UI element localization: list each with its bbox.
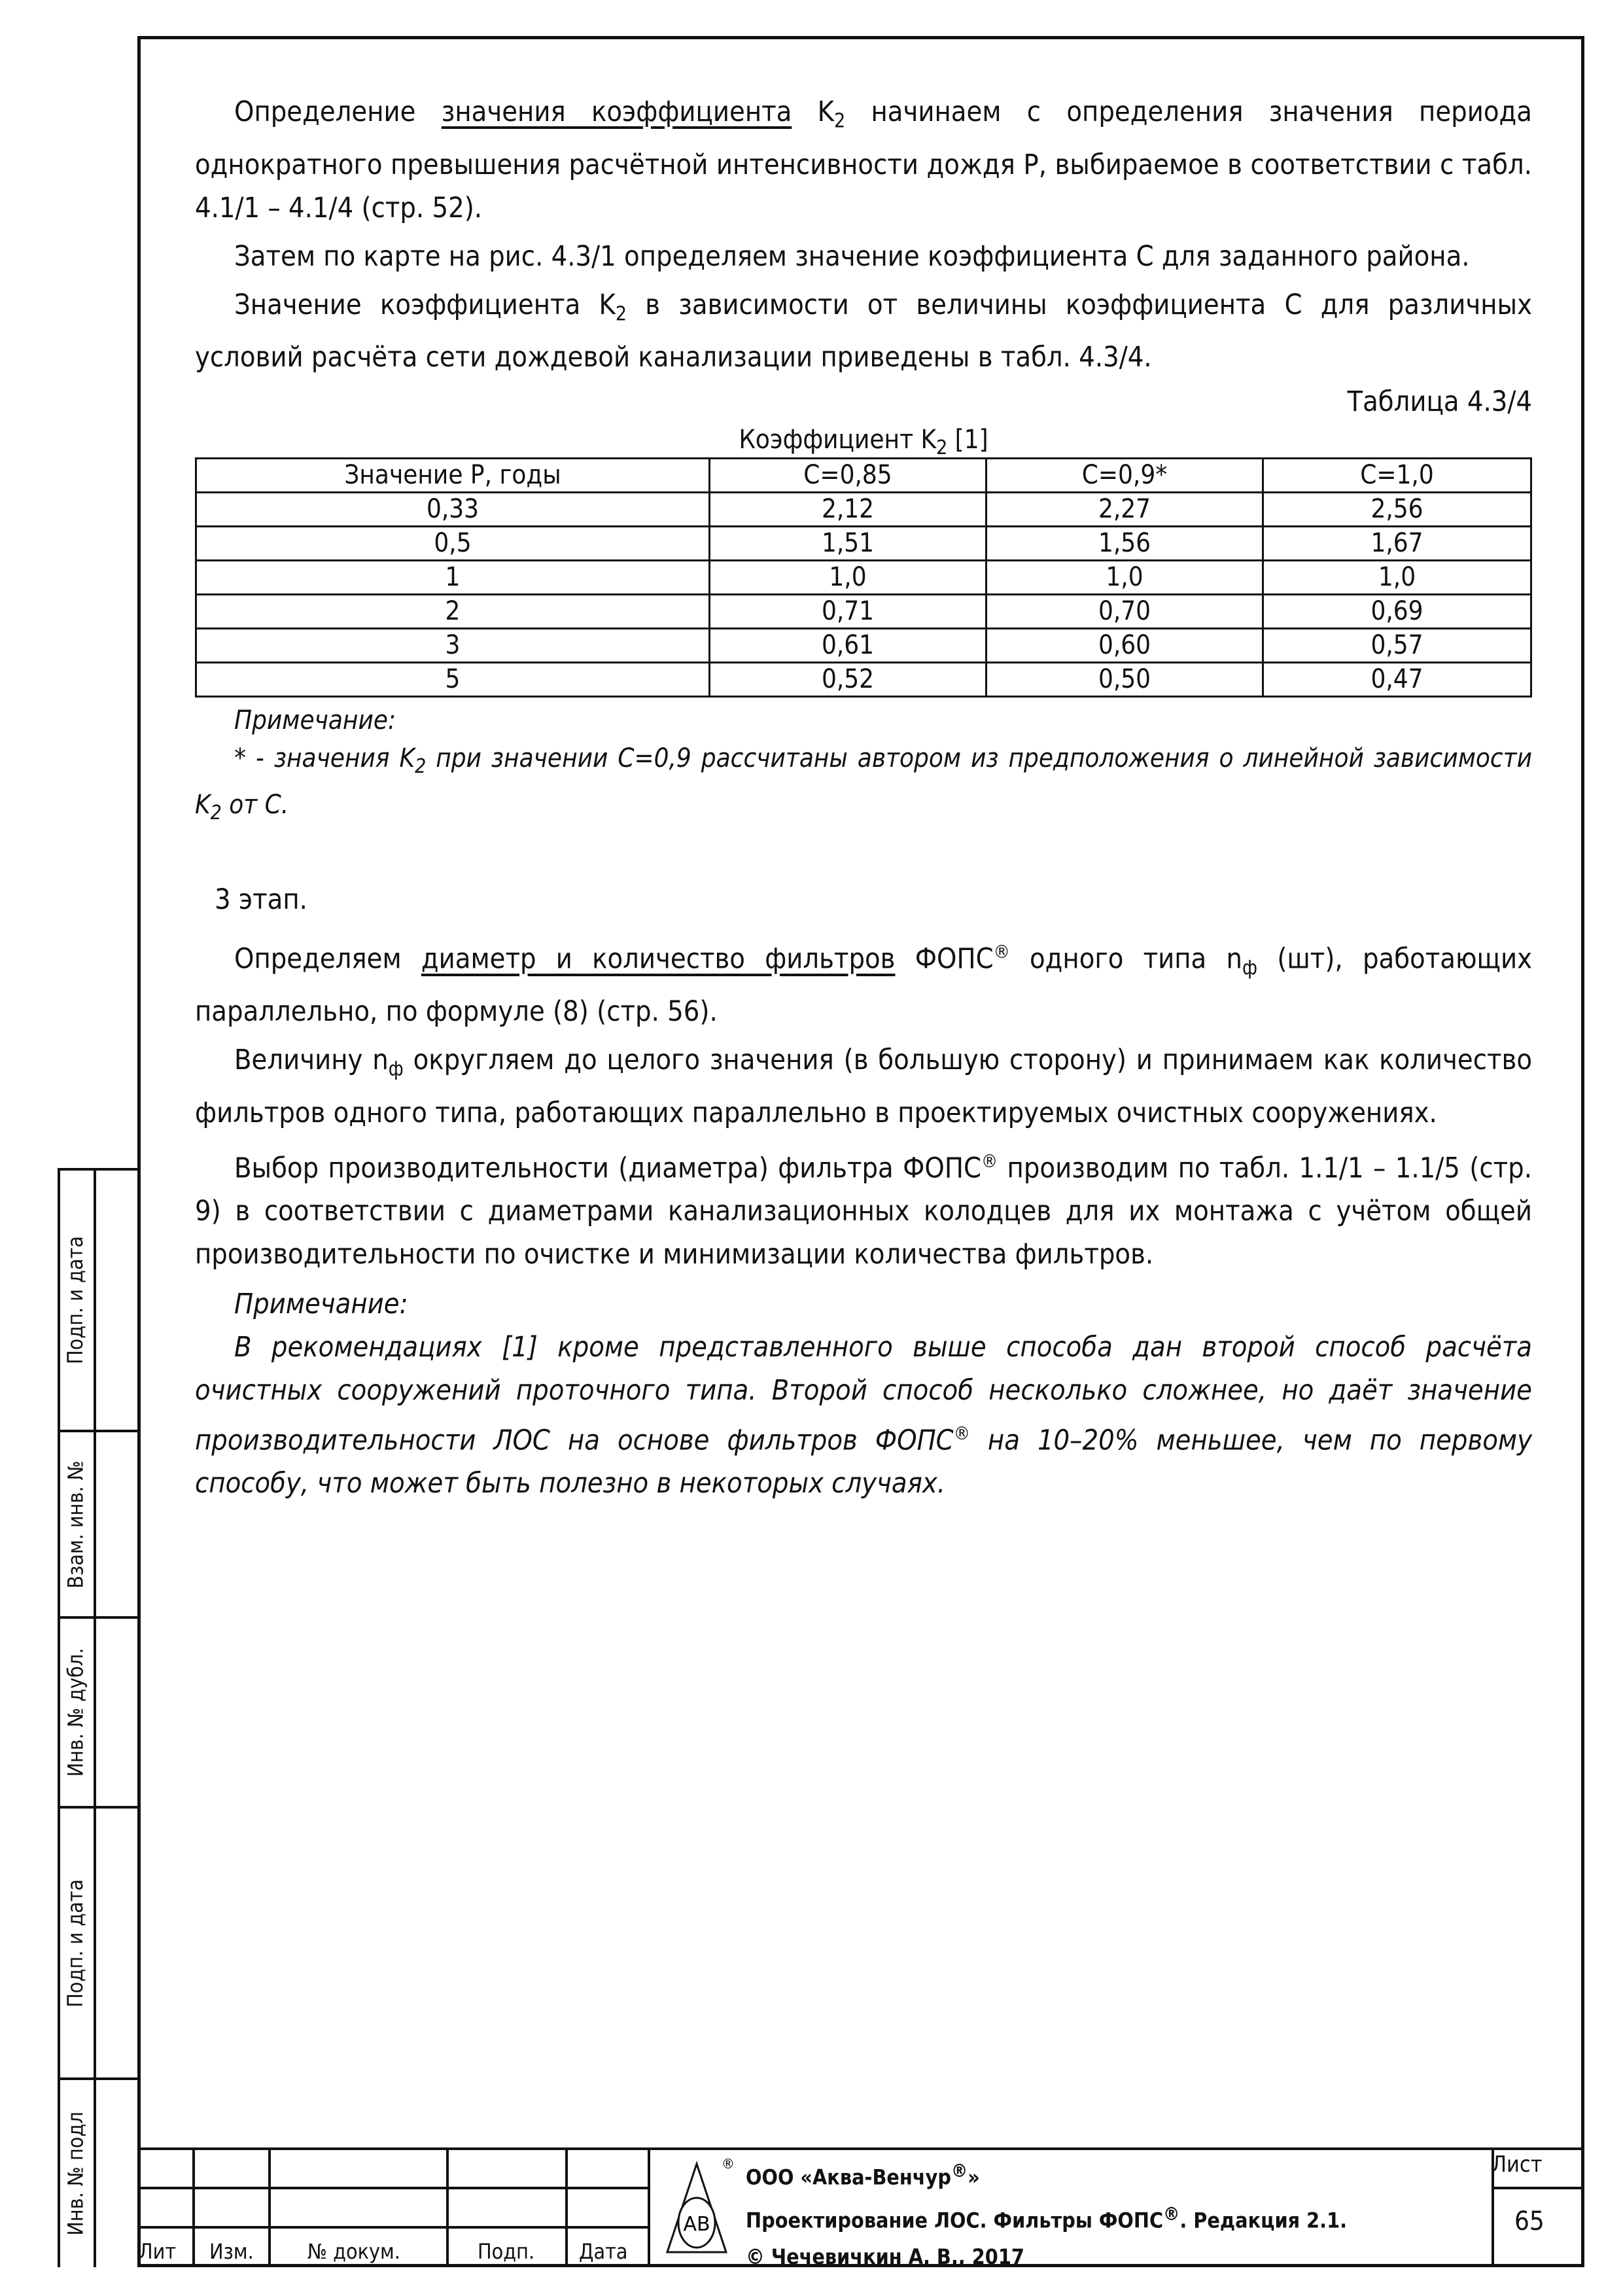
table-header-cell: Значение P, годы [196, 459, 710, 493]
table-row [196, 561, 1531, 595]
col-lit: Лит [139, 2239, 177, 2264]
table-cell: 0,69 [1263, 595, 1531, 629]
paragraph-k2-table-ref: Значение коэффициента $K_2$ в зависимости от величины коэффициента C для различных условий расчёта сети дождевой канализации приведены в табл. 4.3/4. [195, 288, 1532, 374]
table-row [196, 595, 1531, 629]
col-doc: № докум. [307, 2239, 400, 2264]
sheet-number: 65 [1514, 2206, 1544, 2236]
table-cell: 0,47 [1263, 663, 1531, 697]
stage-3-heading: 3 этап. [215, 883, 307, 917]
table-cell: 1,0 [1263, 561, 1531, 595]
paragraph-filter-count: Определяем диаметр и количество фильтров ФОПС® одного типа $n_ф$ (шт), работающих параллельно, по формуле (8) (стр. 56). [195, 941, 1532, 1029]
paragraph-rounding: Величину $n_ф$ округляем до целого значения (в большую сторону) и принимаем как количество фильтров одного типа, работающих параллельно в проектируемых очистных сооружениях. [195, 1044, 1532, 1129]
table-cell: 1 [196, 561, 710, 595]
table-cell: 0,52 [710, 663, 986, 697]
binding-cell: Взам. инв. № [63, 1460, 88, 1589]
table-cell: 0,60 [986, 629, 1263, 663]
table-cell: 1,0 [710, 561, 986, 595]
paragraph-filter-choice: Выбор производительности (диаметра) фильтра ФОПС® производим по табл. 1.1/1 – 1.1/5 (стр. 9) в соответствии с диаметрами канализационных колодцев для их монтажа с учётом общей производительности по очистке и минимизации количества фильтров. [195, 1150, 1532, 1271]
table-cell: 2,56 [1263, 493, 1531, 527]
table-cell: 2,12 [710, 493, 986, 527]
table-cell: 0,33 [196, 493, 710, 527]
table-row [196, 527, 1531, 561]
table-cell: 1,67 [1263, 527, 1531, 561]
table-row [196, 629, 1531, 663]
table-header-cell: C=0,9* [986, 459, 1263, 493]
paragraph-map: Затем по карте на рис. 4.3/1 определяем значение коэффициента C для заданного района. [234, 239, 1470, 273]
binding-cell: Подп. и дата [63, 1235, 88, 1365]
sheet-label: Лист [1492, 2151, 1543, 2178]
table-cell: 0,71 [710, 595, 986, 629]
binding-cell: Инв. № подл [63, 2111, 88, 2236]
col-date: Дата [579, 2239, 628, 2264]
svg-text:АВ: АВ [683, 2213, 710, 2236]
coefficient-table [195, 457, 1532, 698]
stage-3-note-title: Примечание: [234, 1288, 408, 1321]
binding-strip [58, 1168, 137, 2267]
table-caption: Таблица 4.3/4 [1347, 385, 1532, 419]
table-note-title: Примечание: [234, 705, 396, 736]
paragraph-k2-intro: Определение значения коэффициента $K_2$ начинаем с определения значения периода однократного превышения расчётной интенсивности дождя P, выбираемое в соответствии с табл. 4.1/1 – 4.1/4 (стр. 52). [195, 96, 1532, 224]
table-cell: 0,57 [1263, 629, 1531, 663]
svg-text:®: ® [722, 2156, 735, 2172]
table-header-row [196, 459, 1531, 493]
table-cell: 1,51 [710, 527, 986, 561]
table-cell: 3 [196, 629, 710, 663]
table-cell: 2,27 [986, 493, 1263, 527]
table-cell: 1,56 [986, 527, 1263, 561]
table-note [195, 701, 1532, 832]
page-content [195, 90, 1532, 1510]
table-note-text: * - значения $K_2$ при значении C=0,9 рассчитаны автором из предположения о линейной зависимости $K_2$ от C. [195, 743, 1533, 825]
company-logo [661, 2154, 733, 2262]
title-block [137, 2147, 1584, 2270]
company-info: ООО «Аква-Венчур®» Проектирование ЛОС. Фильтры ФОПС®. Редакция 2.1. © Чечевичкин А. В., 2017 [746, 2160, 1348, 2270]
table-cell: 0,61 [710, 629, 986, 663]
stage-3-note-text: В рекомендациях [1] кроме представленного выше способа дан второй способ расчёта очистных сооружений проточного типа. Второй способ несколько сложнее, но даёт значение производительности ЛОС на основе фильтров ФОПС® на 10–20% меньшее, чем по первому способу, что может быть полезно в некоторых случаях. [195, 1331, 1532, 1500]
table-cell: 2 [196, 595, 710, 629]
table-title: Коэффициент $K_2$ [1] [739, 425, 988, 460]
table-row [196, 493, 1531, 527]
table-row [196, 663, 1531, 697]
table-cell: 0,50 [986, 663, 1263, 697]
table-cell: 0,70 [986, 595, 1263, 629]
col-podp: Подп. [478, 2239, 535, 2264]
table-cell: 5 [196, 663, 710, 697]
table-header-cell: C=0,85 [710, 459, 986, 493]
table-cell: 1,0 [986, 561, 1263, 595]
col-izm: Изм. [209, 2239, 254, 2264]
binding-cell: Подп. и дата [63, 1879, 88, 2007]
binding-cell: Инв. № дубл. [63, 1648, 88, 1777]
table-cell: 0,5 [196, 527, 710, 561]
table-header-cell: C=1,0 [1263, 459, 1531, 493]
